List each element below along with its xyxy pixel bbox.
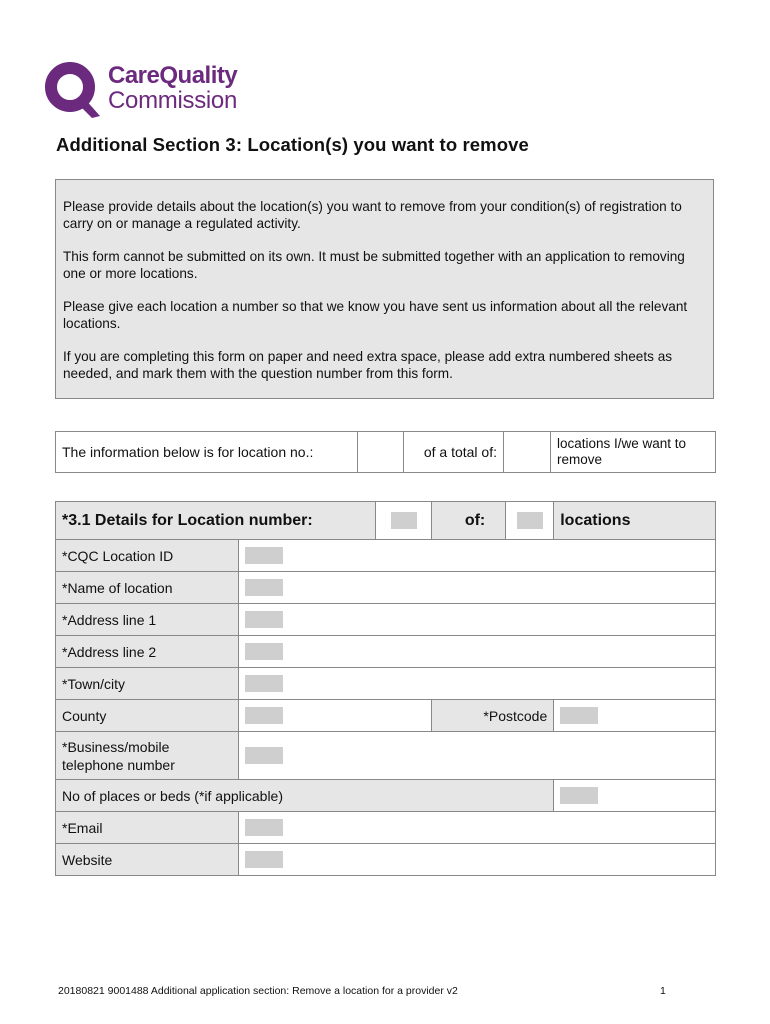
places-field[interactable] (560, 787, 598, 804)
table-row (56, 604, 716, 636)
location-number-table (55, 431, 716, 473)
phone-cell (238, 732, 715, 780)
email-cell (238, 812, 715, 844)
table-row (56, 812, 716, 844)
cqc-id-cell (238, 540, 715, 572)
town-cell (238, 668, 715, 700)
town-label: *Town/city (56, 668, 239, 700)
county-field[interactable] (245, 707, 283, 724)
location-total-field[interactable] (517, 512, 543, 529)
cqc-id-field[interactable] (245, 547, 283, 564)
table-row (56, 668, 716, 700)
table-row (56, 572, 716, 604)
page-number: 1 (660, 985, 666, 997)
county-label: County (56, 700, 239, 732)
details-heading: *3.1 Details for Location number: (56, 502, 376, 540)
address1-cell (238, 604, 715, 636)
location-number-field[interactable] (391, 512, 417, 529)
location-number-label: The information below is for location no.: (56, 432, 358, 473)
location-name-field[interactable] (245, 579, 283, 596)
postcode-field[interactable] (560, 707, 598, 724)
address2-cell (238, 636, 715, 668)
total-input[interactable] (504, 432, 551, 473)
table-row (56, 780, 716, 812)
location-name-cell (238, 572, 715, 604)
email-field[interactable] (245, 819, 283, 836)
intro-paragraph-1: Please provide details about the location(s) you want to remove from your condition(s) of registration to carry on or manage a regulated activity. (63, 199, 682, 231)
locations-suffix: locations I/we want to remove (551, 432, 716, 473)
table-row (56, 700, 716, 732)
phone-label: *Business/mobile telephone number (56, 732, 239, 780)
table-row (56, 844, 716, 876)
logo-line1: CareQuality (108, 62, 238, 89)
intro-paragraph-3: Please give each location a number so that we know you have sent us information about all the relevant locations. (63, 299, 688, 331)
location-total-cell (506, 502, 554, 540)
address2-field[interactable] (245, 643, 283, 660)
places-cell (554, 780, 716, 812)
logo-line2: Commission (108, 87, 238, 114)
intro-box (55, 179, 714, 399)
cqc-id-label: *CQC Location ID (56, 540, 239, 572)
table-row (56, 732, 716, 780)
location-details-table (55, 501, 716, 876)
county-cell (238, 700, 432, 732)
address1-field[interactable] (245, 611, 283, 628)
location-name-label: *Name of location (56, 572, 239, 604)
intro-paragraph-4: If you are completing this form on paper and need extra space, please add extra numbered sheets as needed, and mark them with the question number from this form. (63, 349, 673, 381)
intro-paragraph-2: This form cannot be submitted on its own. It must be submitted together with an application to removing one or more locations. (63, 249, 685, 281)
cqc-logo-icon (42, 60, 104, 122)
of-label: of: (432, 502, 506, 540)
footer-text: 20180821 9001488 Additional application section: Remove a location for a provider v2 (58, 985, 458, 997)
phone-field[interactable] (245, 747, 283, 764)
town-field[interactable] (245, 675, 283, 692)
table-row (56, 636, 716, 668)
location-number-cell (376, 502, 432, 540)
postcode-cell (554, 700, 716, 732)
details-header-row (56, 502, 716, 540)
places-label: No of places or beds (*if applicable) (56, 780, 554, 812)
total-label: of a total of: (404, 432, 504, 473)
page-title: Additional Section 3: Location(s) you want to remove (56, 134, 529, 155)
postcode-label: *Postcode (432, 700, 554, 732)
cqc-logo (42, 60, 262, 122)
website-cell (238, 844, 715, 876)
address2-label: *Address line 2 (56, 636, 239, 668)
address1-label: *Address line 1 (56, 604, 239, 636)
website-field[interactable] (245, 851, 283, 868)
website-label: Website (56, 844, 239, 876)
location-number-input[interactable] (358, 432, 404, 473)
email-label: *Email (56, 812, 239, 844)
table-row (56, 540, 716, 572)
locations-label: locations (554, 502, 716, 540)
